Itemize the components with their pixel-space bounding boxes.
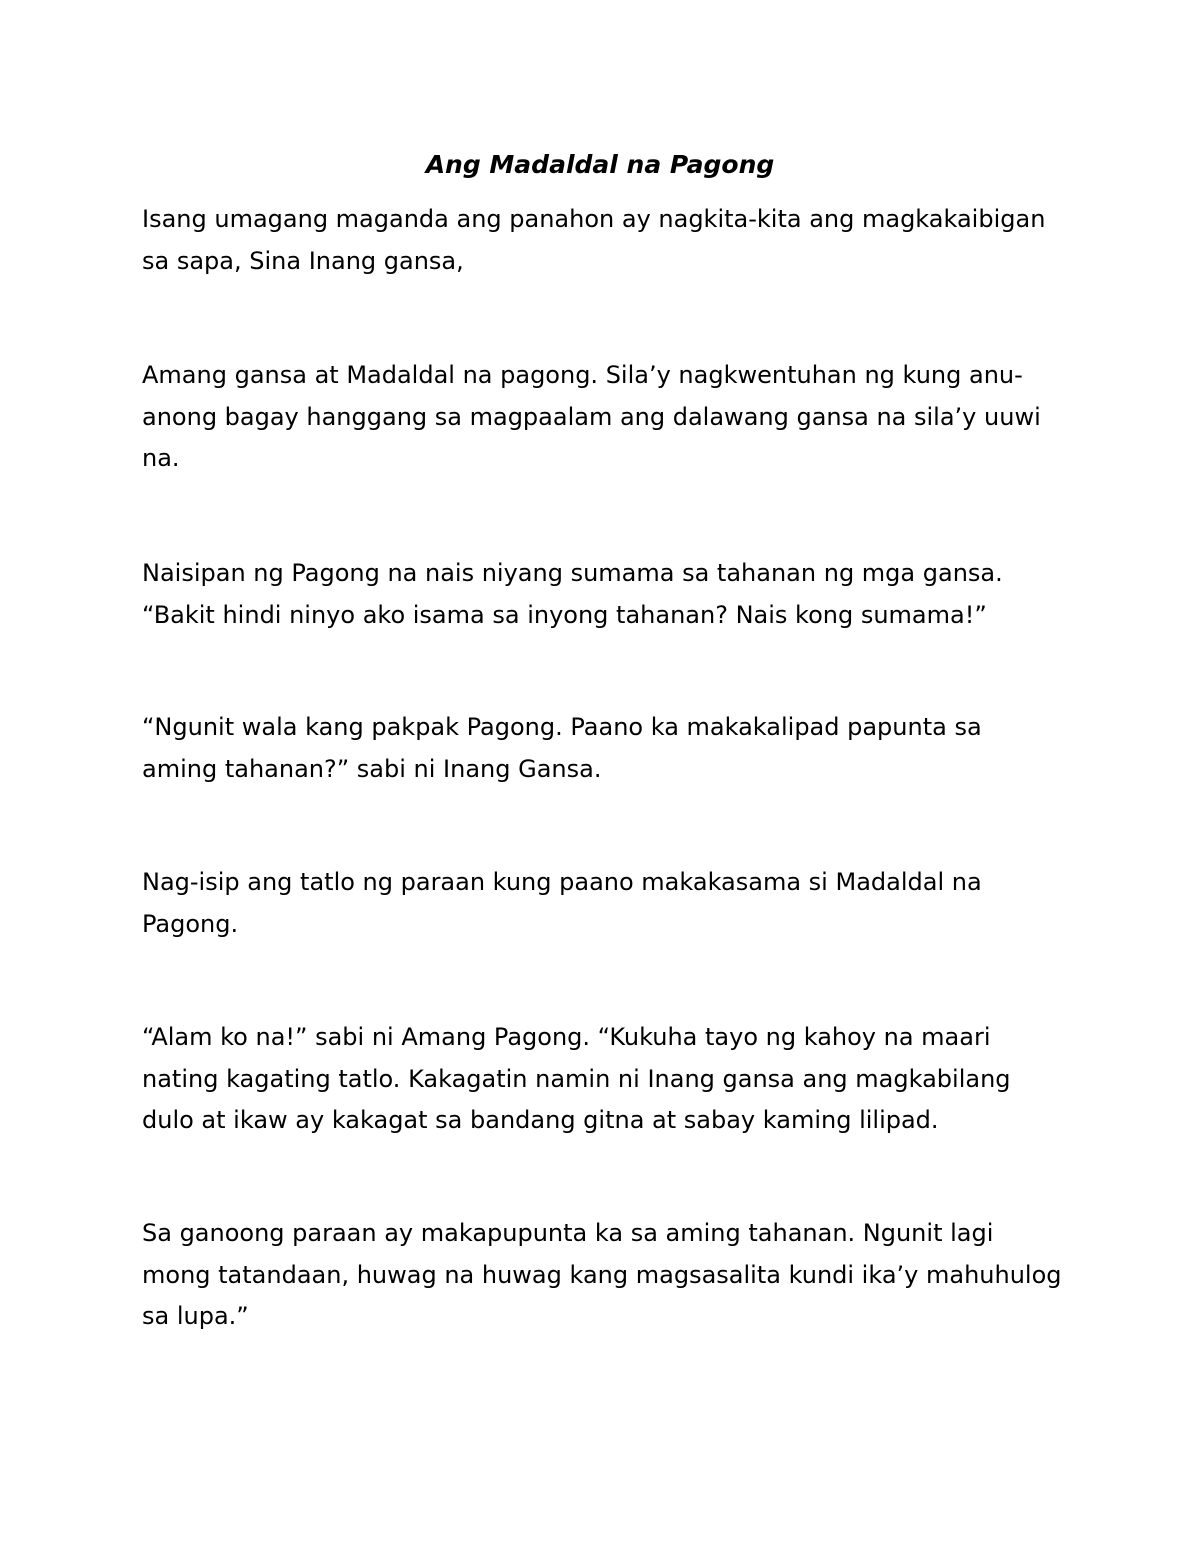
paragraph-line: “Alam ko na!” sabi ni Amang Pagong. “Kukuha tayo ng kahoy na maari	[142, 1023, 991, 1051]
paragraph-line: Pagong.	[142, 909, 239, 938]
paragraph-line: mong tatandaan, huwag na huwag kang magsasalita kundi ika’y mahuhulog	[142, 1260, 1062, 1289]
paragraph-line: “Bakit hindi ninyo ako isama sa inyong tahanan? Nais kong sumama!”	[142, 600, 987, 629]
paragraph-1	[142, 199, 1062, 282]
paragraph-line: Naisipan ng Pagong na nais niyang sumama sa tahanan ng mga gansa.	[142, 559, 1003, 587]
paragraph-line: anong bagay hanggang sa magpaalam ang dalawang gansa na sila’y uuwi	[142, 402, 1041, 431]
paragraph-3	[142, 553, 1062, 636]
paragraph-line: Amang gansa at Madaldal na pagong. Sila’y nagkwentuhan ng kung anu-	[142, 361, 1023, 389]
paragraph-7	[142, 1213, 1062, 1338]
paragraph-2	[142, 355, 1062, 480]
paragraph-line: nating kagating tatlo. Kakagatin namin ni Inang gansa ang magkabilang	[142, 1064, 1011, 1093]
paragraph-4	[142, 707, 1062, 790]
paragraph-line: sa sapa, Sina Inang gansa,	[142, 246, 464, 275]
document-title: Ang Madaldal na Pagong	[425, 150, 775, 179]
paragraph-line: Sa ganoong paraan ay makapupunta ka sa aming tahanan. Ngunit lagi	[142, 1219, 994, 1247]
paragraph-line: sa lupa.”	[142, 1302, 249, 1330]
paragraph-line: Isang umagang maganda ang panahon ay nagkita-kita ang magkakaibigan	[142, 205, 1046, 233]
paragraph-6	[142, 1017, 1062, 1142]
paragraph-line: dulo at ikaw ay kakagat sa bandang gitna at sabay kaming lilipad.	[142, 1106, 939, 1134]
paragraph-line: aming tahanan?” sabi ni Inang Gansa.	[142, 754, 602, 783]
paragraph-line: “Ngunit wala kang pakpak Pagong. Paano ka makakalipad papunta sa	[142, 713, 982, 741]
paragraph-line: na.	[142, 444, 180, 472]
paragraph-5	[142, 862, 1062, 945]
paragraph-line: Nag-isip ang tatlo ng paraan kung paano makakasama si Madaldal na	[142, 868, 982, 896]
